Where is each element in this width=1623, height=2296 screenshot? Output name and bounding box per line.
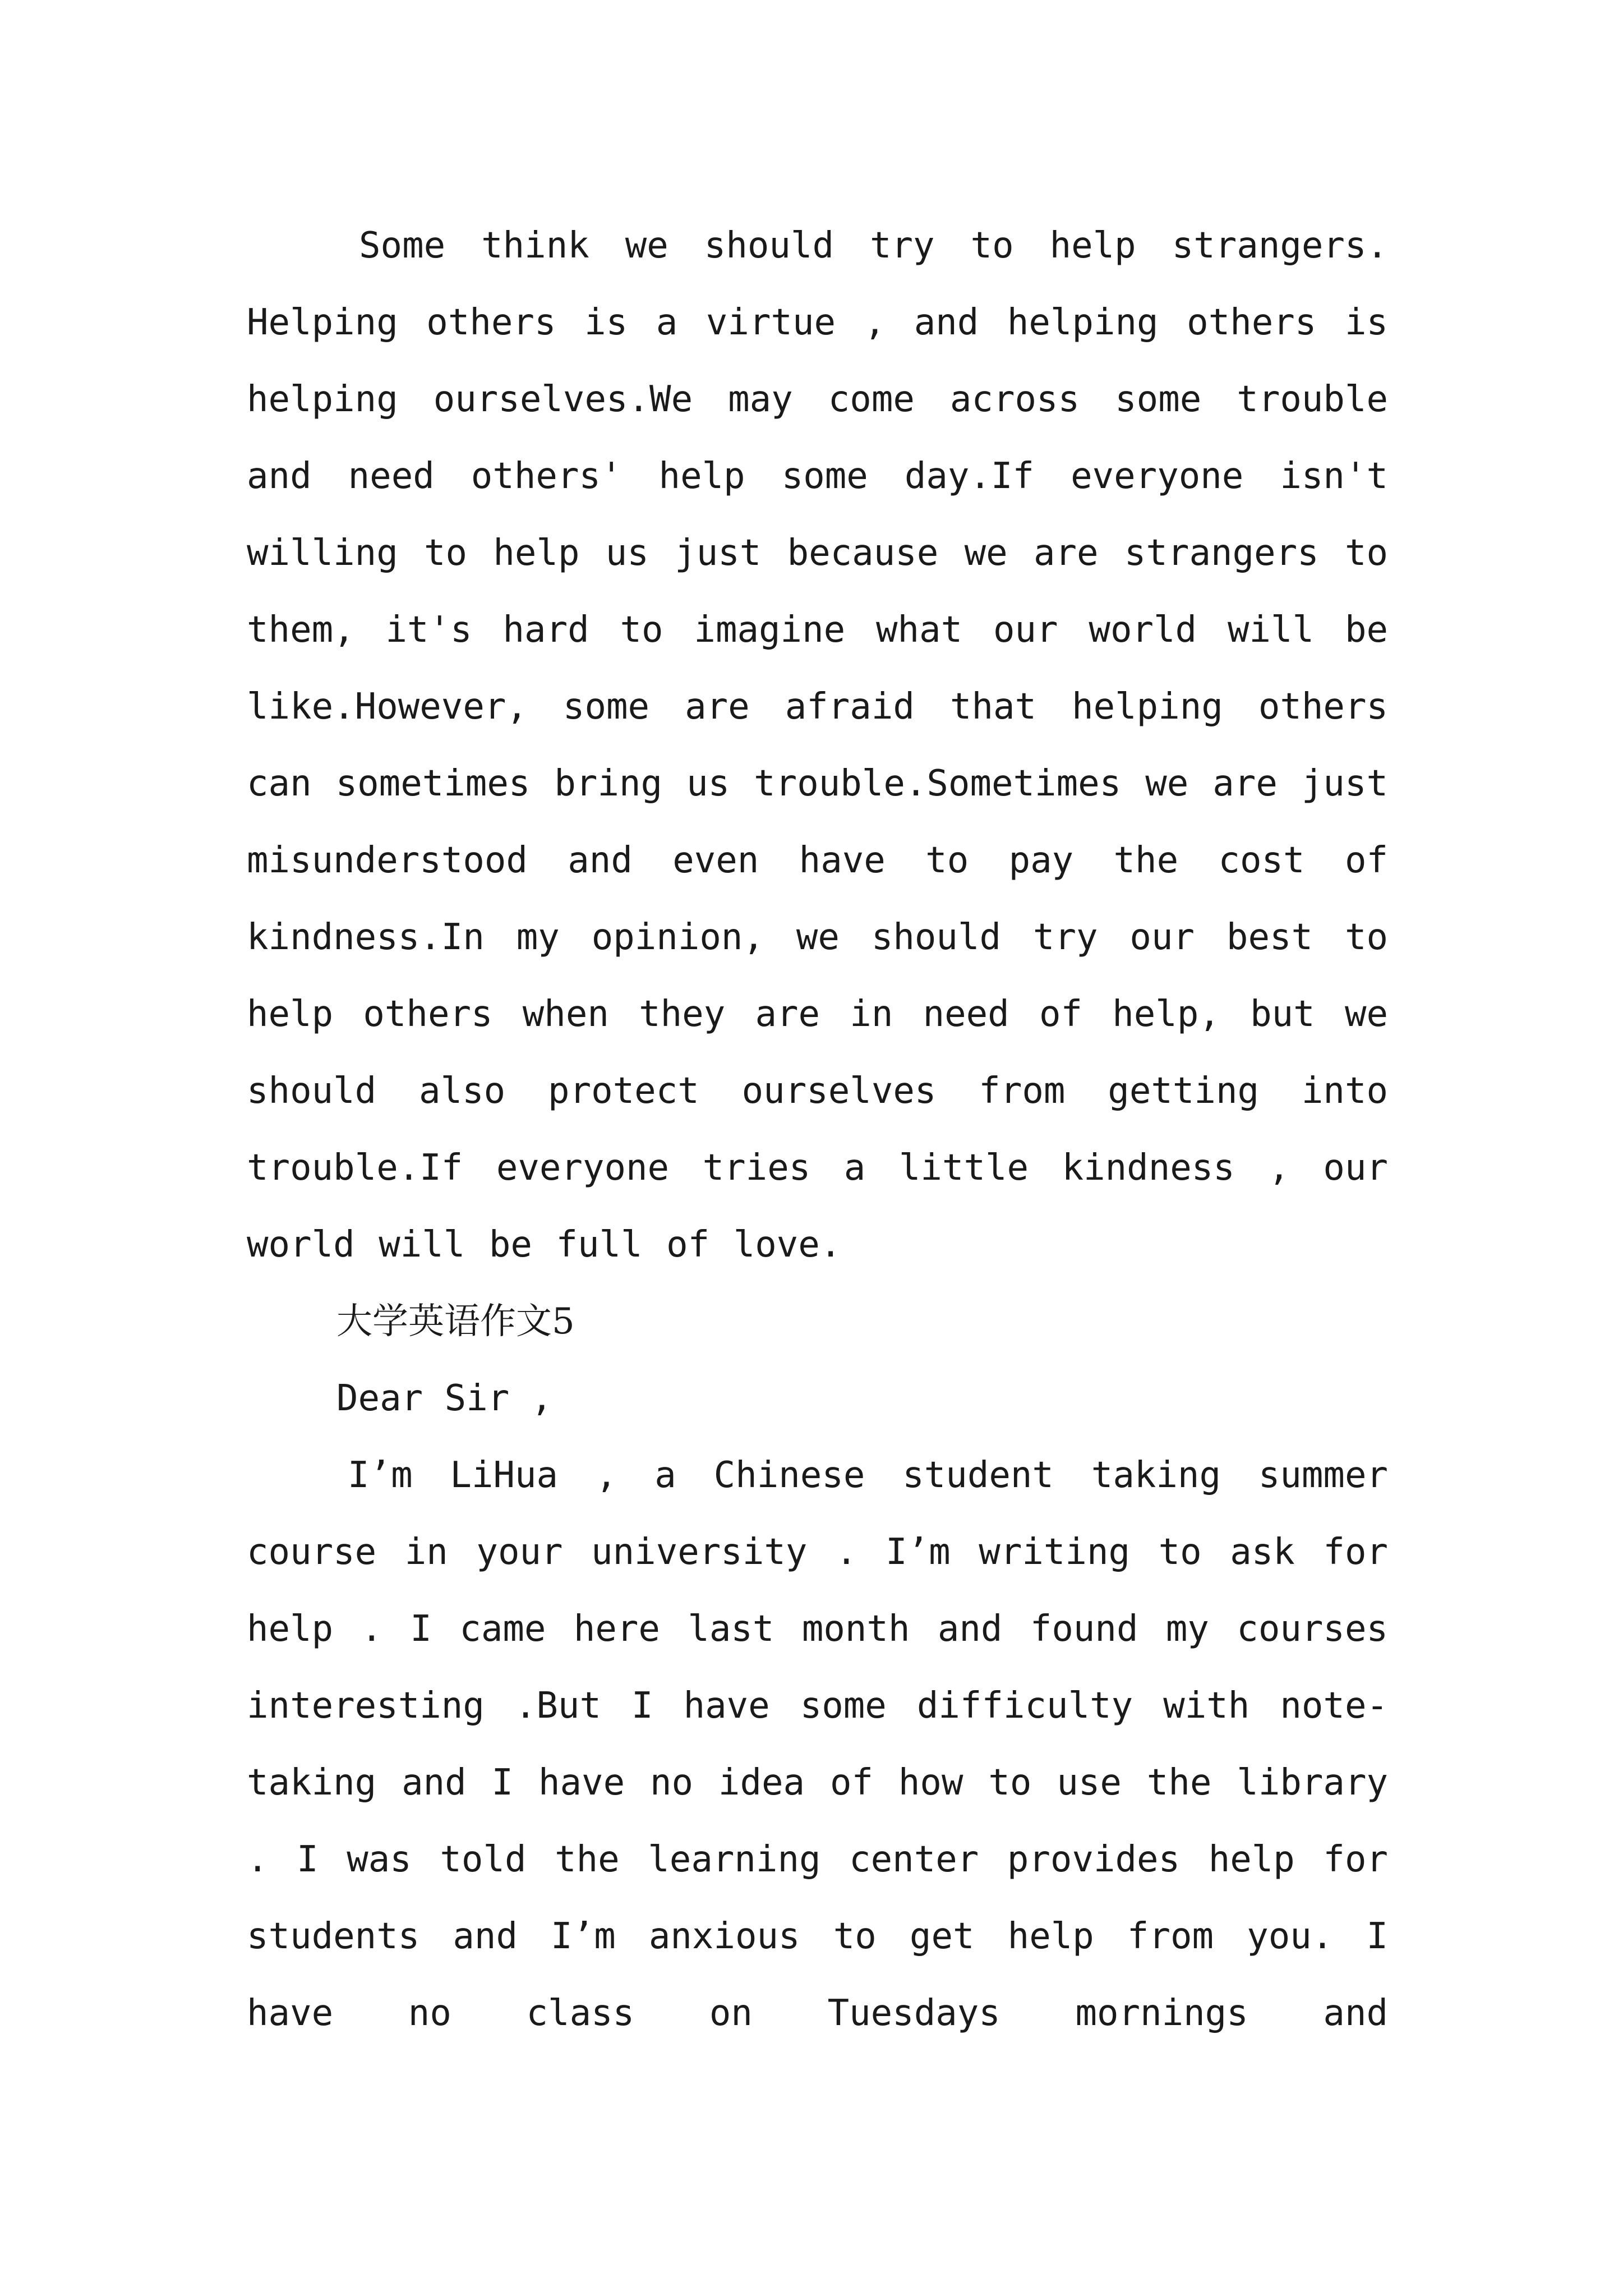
letter-paragraph: I’m LiHua , a Chinese student taking summer course in your university . I’m writing to ask for help . I came here last month and found my courses interesting .But I have some difficulty with note-taking and I have no idea of how to use the library . I was told the learning center provides help for students and I’m anxious to get help from you. I have no class on Tuesdays mornings and [247,1455,1388,2034]
letter-salutation: Dear Sir , [336,1378,553,1419]
essay-paragraph: Some think we should try to help strangers. Helping others is a virtue , and helping others is helping ourselves.We may come across some trouble and need others' help some day.If everyone isn't willing to help us just because we are strangers to them, it's hard to imagine what our world will be like.However, some are afraid that helping others can sometimes bring us trouble.Sometimes we are just misunderstood and even have to pay the cost of kindness.In my opinion, we should try our best to help others when they are in need of help, but we should also protect ourselves from getting into trouble.If everyone tries a little kindness , our world will be full of love. [247,225,1388,1266]
document-body [247,208,1388,2052]
section-heading: 大学英语作文5 [336,1301,575,1342]
